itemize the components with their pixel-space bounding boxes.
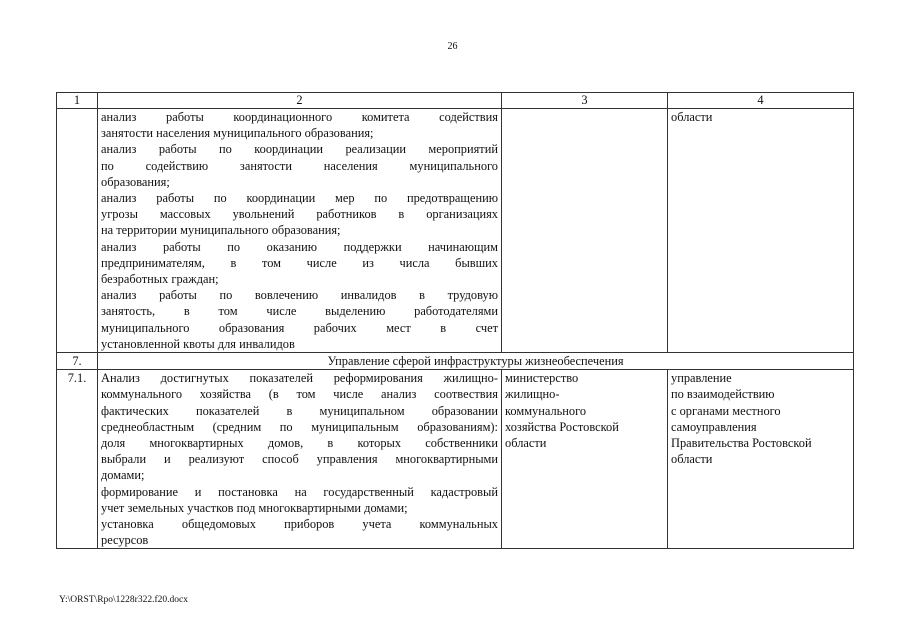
footer-file-path: Y:\ORST\Rpo\1228r322.f20.docx — [59, 595, 188, 605]
text-line: хозяйства Ростовской — [505, 419, 619, 434]
header-col-1: 1 — [57, 93, 98, 109]
text-line: анализ работы по координации мер по предотвращению — [101, 191, 498, 206]
section-row — [57, 353, 854, 370]
section-title: Управление сферой инфраструктуры жизнеобеспечения — [98, 353, 854, 370]
text-line: образования; — [101, 174, 170, 189]
text-line: коммунального — [505, 403, 587, 418]
text-line: анализ работы координационного комитета содействия — [101, 110, 498, 124]
text-line: с органами местного — [671, 403, 781, 418]
text-line: самоуправления — [671, 419, 757, 434]
text-line: области — [671, 452, 713, 467]
text-line: формирование и постановка на государственный кадастровый — [101, 484, 498, 499]
text-line: министерство — [505, 371, 579, 386]
text-line: области — [505, 436, 547, 451]
text-line: учет земельных участков под многоквартирными домами; — [101, 500, 408, 515]
text-line: доля многоквартирных домов, в которых собственники — [101, 436, 498, 451]
row-coexecutor — [668, 370, 854, 549]
text-line: выбрали и реализуют способ управления многоквартирными — [101, 452, 498, 467]
row-description — [98, 109, 502, 353]
text-line: по взаимодействию — [671, 387, 775, 402]
row-executor — [502, 109, 668, 353]
row-description — [98, 370, 502, 549]
section-number: 7. — [57, 353, 98, 370]
text-line: муниципального образования рабочих мест в счет — [101, 320, 498, 335]
row-number: 7.1. — [57, 370, 98, 549]
table-header-row — [57, 93, 854, 109]
text-line: Анализ достигнутых показателей реформирования жилищно- — [101, 371, 498, 386]
text-line: жилищно- — [505, 387, 560, 402]
text-line: анализ работы по оказанию поддержки начинающим — [101, 239, 498, 254]
row-executor — [502, 370, 668, 549]
text-line: занятость, в том числе выделению работодателями — [101, 304, 498, 319]
text-line: ресурсов — [101, 533, 149, 548]
text-line: области — [671, 110, 713, 124]
text-line: коммунального хозяйства (в том числе анализ соотвествия — [101, 387, 498, 402]
text-line: домами; — [101, 468, 145, 483]
page-number: 26 — [447, 41, 458, 52]
header-col-4: 4 — [668, 93, 854, 109]
text-line: анализ работы по вовлечению инвалидов в трудовую — [101, 288, 498, 303]
text-line: предпринимателям, в том числе из числа бывших — [101, 255, 498, 270]
row-coexecutor — [668, 109, 854, 353]
table-row — [57, 109, 854, 353]
text-line: на территории муниципального образования; — [101, 223, 341, 238]
text-line: фактических показателей в муниципальном образовании — [101, 403, 498, 418]
text-line: установка общедомовых приборов учета коммунальных — [101, 517, 498, 532]
table-row — [57, 370, 854, 549]
header-col-3: 3 — [502, 93, 668, 109]
header-col-2: 2 — [98, 93, 502, 109]
text-line: среднеобластным (средним по муниципальным образованиям): — [101, 419, 498, 434]
text-line: анализ работы по координации реализации мероприятий — [101, 142, 498, 157]
row-number — [57, 109, 98, 353]
text-line: по содействию занятости населения муниципального — [101, 158, 498, 173]
text-line: безработных граждан; — [101, 272, 219, 287]
text-line: занятости населения муниципального образования; — [101, 126, 374, 141]
text-line: управление — [671, 371, 732, 386]
text-line: Правительства Ростовской — [671, 436, 812, 451]
text-line: угрозы массовых увольнений работников в организациях — [101, 207, 498, 222]
text-line: установленной квоты для инвалидов — [101, 336, 295, 351]
plan-table — [56, 92, 854, 549]
